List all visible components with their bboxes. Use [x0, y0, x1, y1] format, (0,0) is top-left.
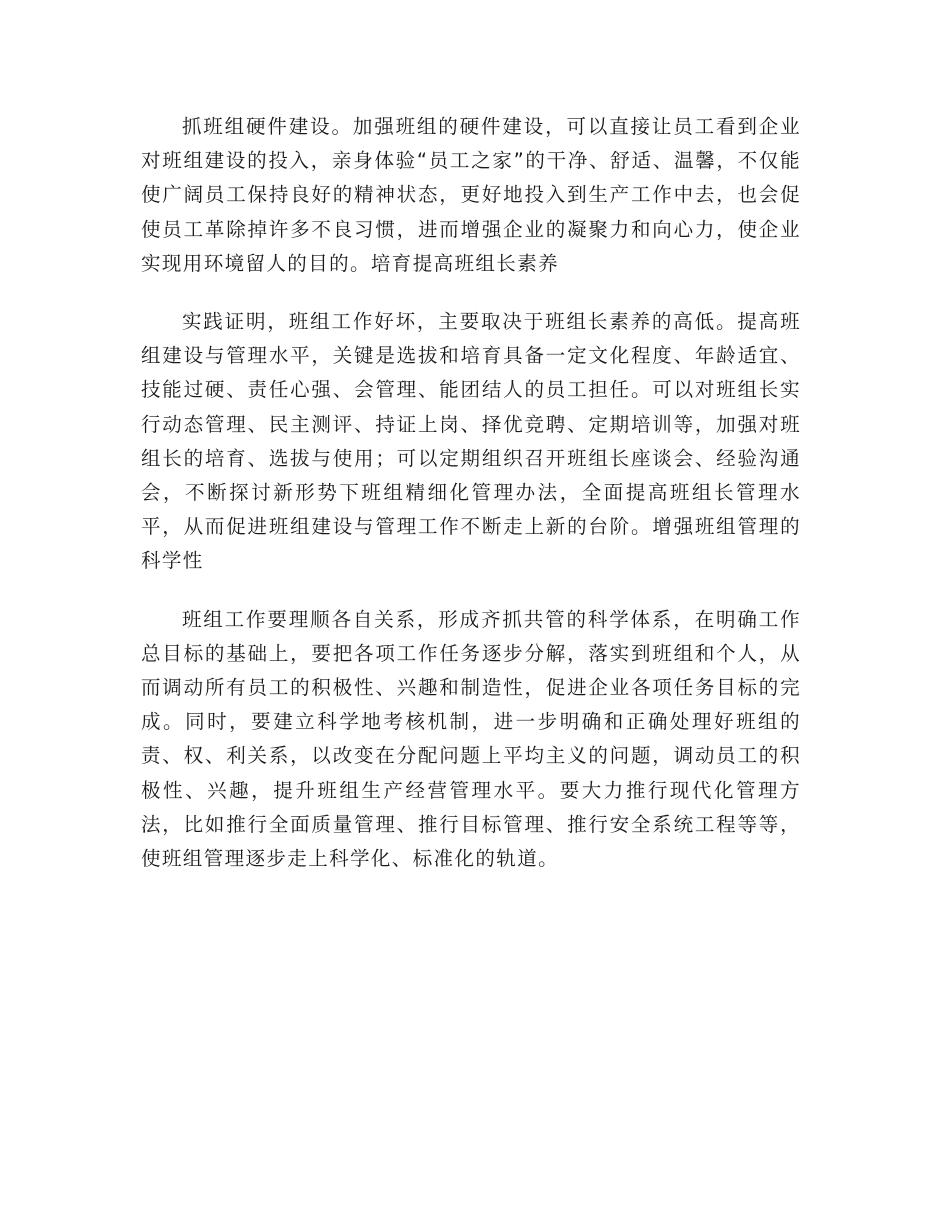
document-body	[141, 110, 801, 876]
paragraph-hardware-construction: 抓班组硬件建设。加强班组的硬件建设，可以直接让员工看到企业对班组建设的投入，亲身体验“员工之家”的干净、舒适、温馨，不仅能使广阔员工保持良好的精神状态，更好地投入到生产工作中去，也会促使员工革除掉许多不良习惯，进而增强企业的凝聚力和向心力，使企业实现用环境留人的目的。培育提高班组长素养	[141, 115, 801, 275]
paragraph-scientific-management: 班组工作要理顺各自关系，形成齐抓共管的科学体系，在明确工作总目标的基础上，要把各项工作任务逐步分解，落实到班组和个人，从而调动所有员工的积极性、兴趣和制造性，促进企业各项任务目标的完成。同时，要建立科学地考核机制，进一步明确和正确处理好班组的责、权、利关系，以改变在分配问题上平均主义的问题，调动员工的积极性、兴趣，提升班组生产经营管理水平。要大力推行现代化管理方法，比如推行全面质量管理、推行目标管理、推行安全系统工程等等，使班组管理逐步走上科学化、标准化的轨道。	[141, 607, 801, 871]
paragraph-team-leader-quality: 实践证明，班组工作好坏，主要取决于班组长素养的高低。提高班组建设与管理水平，关键是选拔和培育具备一定文化程度、年龄适宜、技能过硬、责任心强、会管理、能团结人的员工担任。可以对班组长实行动态管理、民主测评、持证上岗、择优竞聘、定期培训等，加强对班组长的培育、选拔与使用；可以定期组织召开班组长座谈会、经验沟通会，不断探讨新形势下班组精细化管理办法，全面提高班组长管理水平，从而促进班组建设与管理工作不断走上新的台阶。增强班组管理的科学性	[141, 310, 801, 573]
